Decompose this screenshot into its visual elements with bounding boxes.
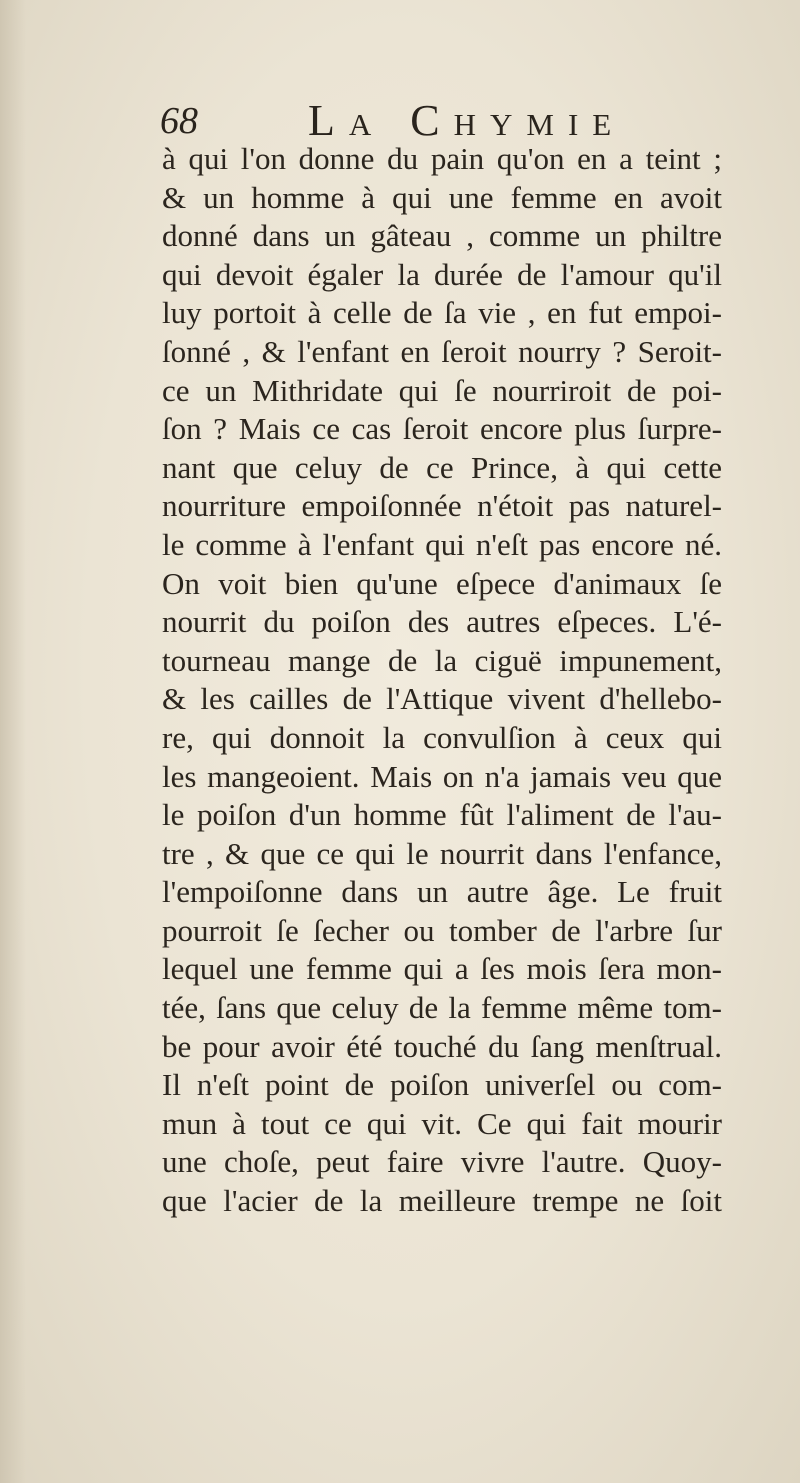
page-number: 68 bbox=[160, 100, 198, 142]
text-line: qui devoit égaler la durée de l'amour qu'il bbox=[162, 256, 722, 292]
text-line: les mangeoient. Mais on n'a jamais veu que bbox=[162, 758, 722, 794]
text-line: lequel une femme qui a ſes mois ſera mon- bbox=[162, 951, 722, 987]
text-line: ſon ? Mais ce cas ſeroit encore plus ſurpre- bbox=[162, 411, 722, 447]
text-line: mun à tout ce qui vit. Ce qui fait mourir bbox=[162, 1105, 722, 1141]
text-line: le comme à l'enfant qui n'eſt pas encore né. bbox=[162, 526, 722, 562]
text-line: tre , & que ce qui le nourrit dans l'enfance, bbox=[162, 835, 722, 871]
text-line: & les cailles de l'Attique vivent d'hellebo- bbox=[162, 681, 722, 717]
text-line: tourneau mange de la ciguë impunement, bbox=[162, 642, 722, 678]
body-text bbox=[162, 140, 722, 1221]
text-line: & un homme à qui une femme en avoit bbox=[162, 179, 722, 215]
text-line: ſonné , & l'enfant en ſeroit nourry ? Seroit- bbox=[162, 333, 722, 369]
text-line: be pour avoir été touché du ſang menſtrual. bbox=[162, 1028, 722, 1064]
text-line: nourriture empoiſonnée n'étoit pas naturel- bbox=[162, 488, 722, 524]
text-line: ce un Mithridate qui ſe nourriroit de poi- bbox=[162, 372, 722, 408]
text-line: tée, ſans que celuy de la femme même tom- bbox=[162, 990, 722, 1026]
text-line: re, qui donnoit la convulſion à ceux qui bbox=[162, 719, 722, 755]
text-line: à qui l'on donne du pain qu'on en a teint ; bbox=[162, 141, 722, 176]
text-line: nant que celuy de ce Prince, à qui cette bbox=[162, 449, 722, 485]
text-line: une choſe, peut faire vivre l'autre. Quoy- bbox=[162, 1144, 722, 1180]
text-line: donné dans un gâteau , comme un philtre bbox=[162, 218, 722, 254]
text-line: Il n'eſt point de poiſon univerſel ou com- bbox=[162, 1067, 722, 1103]
text-line: pourroit ſe ſecher ou tomber de l'arbre ſur bbox=[162, 912, 722, 948]
text-line: luy portoit à celle de ſa vie , en fut empoi- bbox=[162, 295, 722, 331]
text-line: On voit bien qu'une eſpece d'animaux ſe bbox=[162, 565, 722, 601]
page-header bbox=[160, 96, 680, 146]
text-line: l'empoiſonne dans un autre âge. Le fruit bbox=[162, 874, 722, 910]
text-line: nourrit du poiſon des autres eſpeces. L'é- bbox=[162, 604, 722, 640]
text-line: le poiſon d'un homme fût l'aliment de l'au- bbox=[162, 797, 722, 833]
running-title: La Chymie bbox=[308, 96, 626, 145]
text-line: que l'acier de la meilleure trempe ne ſoit bbox=[162, 1183, 722, 1219]
